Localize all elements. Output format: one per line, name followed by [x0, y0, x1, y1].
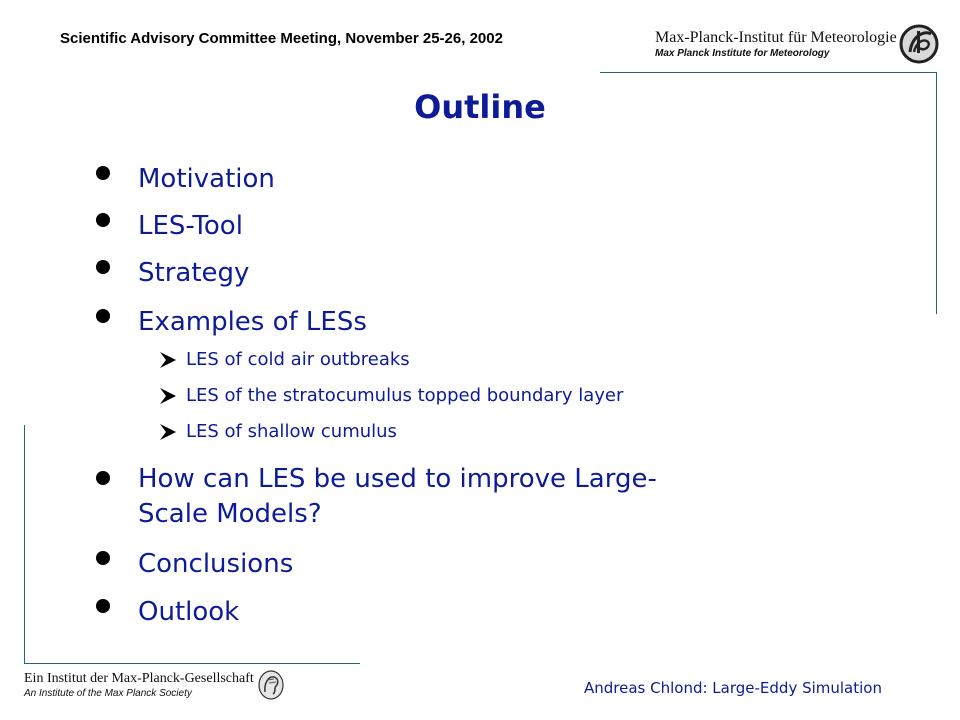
society-name-de: Ein Institut der Max-Planck-Gesellschaft [24, 671, 254, 686]
bottom-rule [24, 663, 360, 664]
minerva-logo-icon [258, 670, 284, 700]
arrow-bullet-icon [158, 422, 178, 442]
bullet-dot [96, 166, 110, 180]
top-rule [600, 72, 937, 73]
outline-item-strategy: Strategy [138, 258, 250, 288]
outline-item-les-tool: LES-Tool [138, 211, 243, 241]
outline-item-improve-line1: How can LES be used to improve Large- [138, 464, 657, 494]
bullet-dot [96, 213, 110, 227]
left-rule [24, 425, 25, 664]
outline-item-examples: Examples of LESs [138, 307, 367, 337]
sub-item-shallow-cumulus: LES of shallow cumulus [186, 421, 397, 442]
outline-item-motivation: Motivation [138, 164, 275, 194]
bullet-dot [96, 260, 110, 274]
bullet-dot [96, 551, 110, 565]
arrow-bullet-icon [158, 350, 178, 370]
society-name-en: An Institute of the Max Planck Society [24, 688, 192, 699]
bullet-dot [96, 471, 110, 485]
institute-name-de: Max-Planck-Institut für Meteorologie [655, 29, 897, 46]
bullet-dot [96, 309, 110, 323]
meeting-title: Scientific Advisory Committee Meeting, November 25-26, 2002 [60, 30, 503, 47]
outline-item-improve-line2: Scale Models? [138, 499, 322, 529]
mpi-meteorology-logo-icon [898, 22, 940, 66]
bullet-dot [96, 599, 110, 613]
outline-item-outlook: Outlook [138, 597, 240, 627]
arrow-bullet-icon [158, 386, 178, 406]
institute-name-en: Max Planck Institute for Meteorology [655, 48, 830, 59]
sub-item-cold-air: LES of cold air outbreaks [186, 349, 410, 370]
slide-title: Outline [414, 88, 546, 126]
outline-item-conclusions: Conclusions [138, 549, 294, 579]
author-credit: Andreas Chlond: Large-Eddy Simulation [584, 679, 882, 697]
sub-item-stratocumulus: LES of the stratocumulus topped boundary layer [186, 385, 624, 406]
